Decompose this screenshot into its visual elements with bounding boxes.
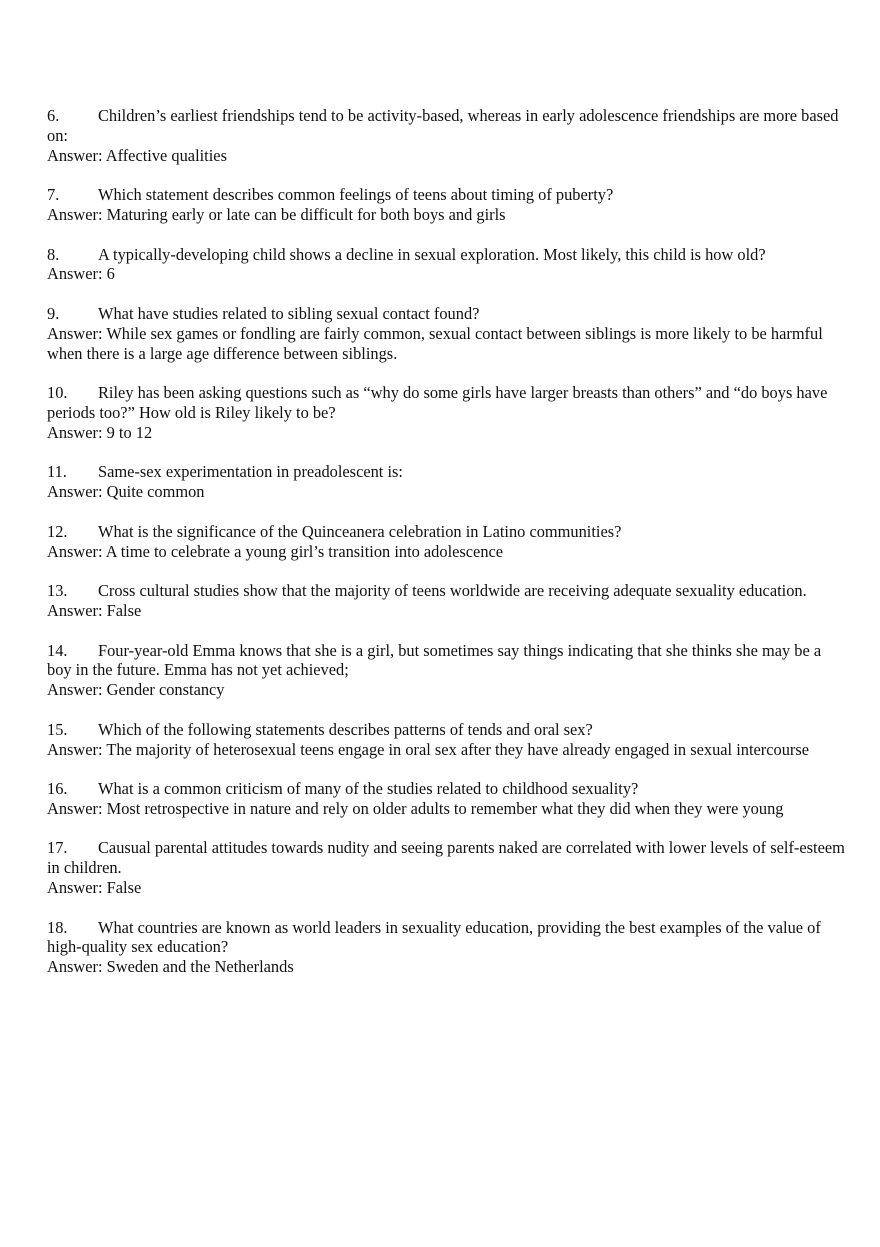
qa-item-10: [47, 383, 847, 442]
question: [47, 779, 847, 799]
question-text: Which statement describes common feelings of teens about timing of puberty?: [98, 185, 614, 205]
question: [47, 720, 847, 740]
question-number: 8.: [47, 244, 60, 264]
question: [47, 185, 847, 205]
question-text: What countries are known as world leaders in sexuality education, providing the best examples of the value of high-quality sex education?: [47, 917, 821, 957]
question: [47, 581, 847, 601]
question: [47, 641, 847, 681]
qa-item-8: [47, 245, 847, 285]
answer: Answer: Most retrospective in nature and rely on older adults to remember what they did when they were young: [47, 798, 784, 818]
qa-item-14: [47, 641, 847, 700]
question-text: What have studies related to sibling sexual contact found?: [98, 303, 480, 323]
answer: Answer: False: [47, 878, 142, 898]
qa-item-17: [47, 838, 847, 897]
question: [47, 838, 847, 878]
answer: Answer: Gender constancy: [47, 680, 225, 700]
qa-item-7: [47, 185, 847, 225]
question: [47, 106, 847, 146]
question-number: 15.: [47, 719, 68, 739]
qa-item-12: [47, 522, 847, 562]
qa-item-15: [47, 720, 847, 760]
question-number: 12.: [47, 521, 68, 541]
question: [47, 462, 847, 482]
question-number: 17.: [47, 838, 68, 858]
question-text: A typically-developing child shows a decline in sexual exploration. Most likely, this child is how old?: [98, 244, 766, 264]
qa-item-13: [47, 581, 847, 621]
answer: Answer: Maturing early or late can be difficult for both boys and girls: [47, 204, 506, 224]
question: [47, 918, 847, 958]
question: [47, 383, 847, 423]
answer: Answer: Sweden and the Netherlands: [47, 957, 294, 977]
answer: Answer: 6: [47, 264, 115, 284]
question-text: Which of the following statements describes patterns of tends and oral sex?: [98, 719, 593, 739]
answer: Answer: While sex games or fondling are fairly common, sexual contact between siblings is more likely to be harmful when there is a large age difference between siblings.: [47, 323, 823, 363]
question-number: 13.: [47, 581, 68, 601]
question-number: 14.: [47, 640, 68, 660]
question-text: Same-sex experimentation in preadolescent is:: [98, 462, 403, 482]
question-text: Four-year-old Emma knows that she is a girl, but sometimes say things indicating that she thinks she may be a boy in the future. Emma has not yet achieved;: [47, 640, 822, 680]
answer: Answer: Quite common: [47, 482, 205, 502]
answer: Answer: Affective qualities: [47, 145, 227, 165]
qa-item-11: [47, 462, 847, 502]
question-answer-list: [47, 106, 847, 997]
question-number: 18.: [47, 917, 68, 937]
qa-item-16: [47, 779, 847, 819]
question-number: 7.: [47, 185, 60, 205]
question-text: Riley has been asking questions such as “why do some girls have larger breasts than others” and “do boys have periods too?” How old is Riley likely to be?: [47, 383, 828, 422]
question-number: 9.: [47, 303, 60, 323]
question-number: 11.: [47, 462, 67, 482]
question-text: What is the significance of the Quinceanera celebration in Latino communities?: [98, 521, 622, 541]
question-text: Children’s earliest friendships tend to be activity-based, whereas in early adolescence friendships are more based on:: [47, 106, 839, 145]
answer: Answer: A time to celebrate a young girl’s transition into adolescence: [47, 541, 504, 561]
question-text: What is a common criticism of many of the studies related to childhood sexuality?: [98, 779, 639, 799]
question-text: Causual parental attitudes towards nudity and seeing parents naked are correlated with lower levels of self-esteem in children.: [47, 838, 845, 878]
answer: Answer: False: [47, 600, 142, 620]
question: [47, 304, 847, 324]
question-text: Cross cultural studies show that the majority of teens worldwide are receiving adequate sexuality education.: [98, 581, 807, 601]
qa-item-18: [47, 918, 847, 977]
question: [47, 245, 847, 265]
answer: Answer: 9 to 12: [47, 422, 153, 442]
qa-item-9: [47, 304, 847, 363]
question-number: 10.: [47, 383, 68, 403]
qa-item-6: [47, 106, 847, 165]
question-number: 6.: [47, 106, 60, 125]
question: [47, 522, 847, 542]
answer: Answer: The majority of heterosexual teens engage in oral sex after they have already engaged in sexual intercourse: [47, 739, 810, 759]
question-number: 16.: [47, 779, 68, 799]
